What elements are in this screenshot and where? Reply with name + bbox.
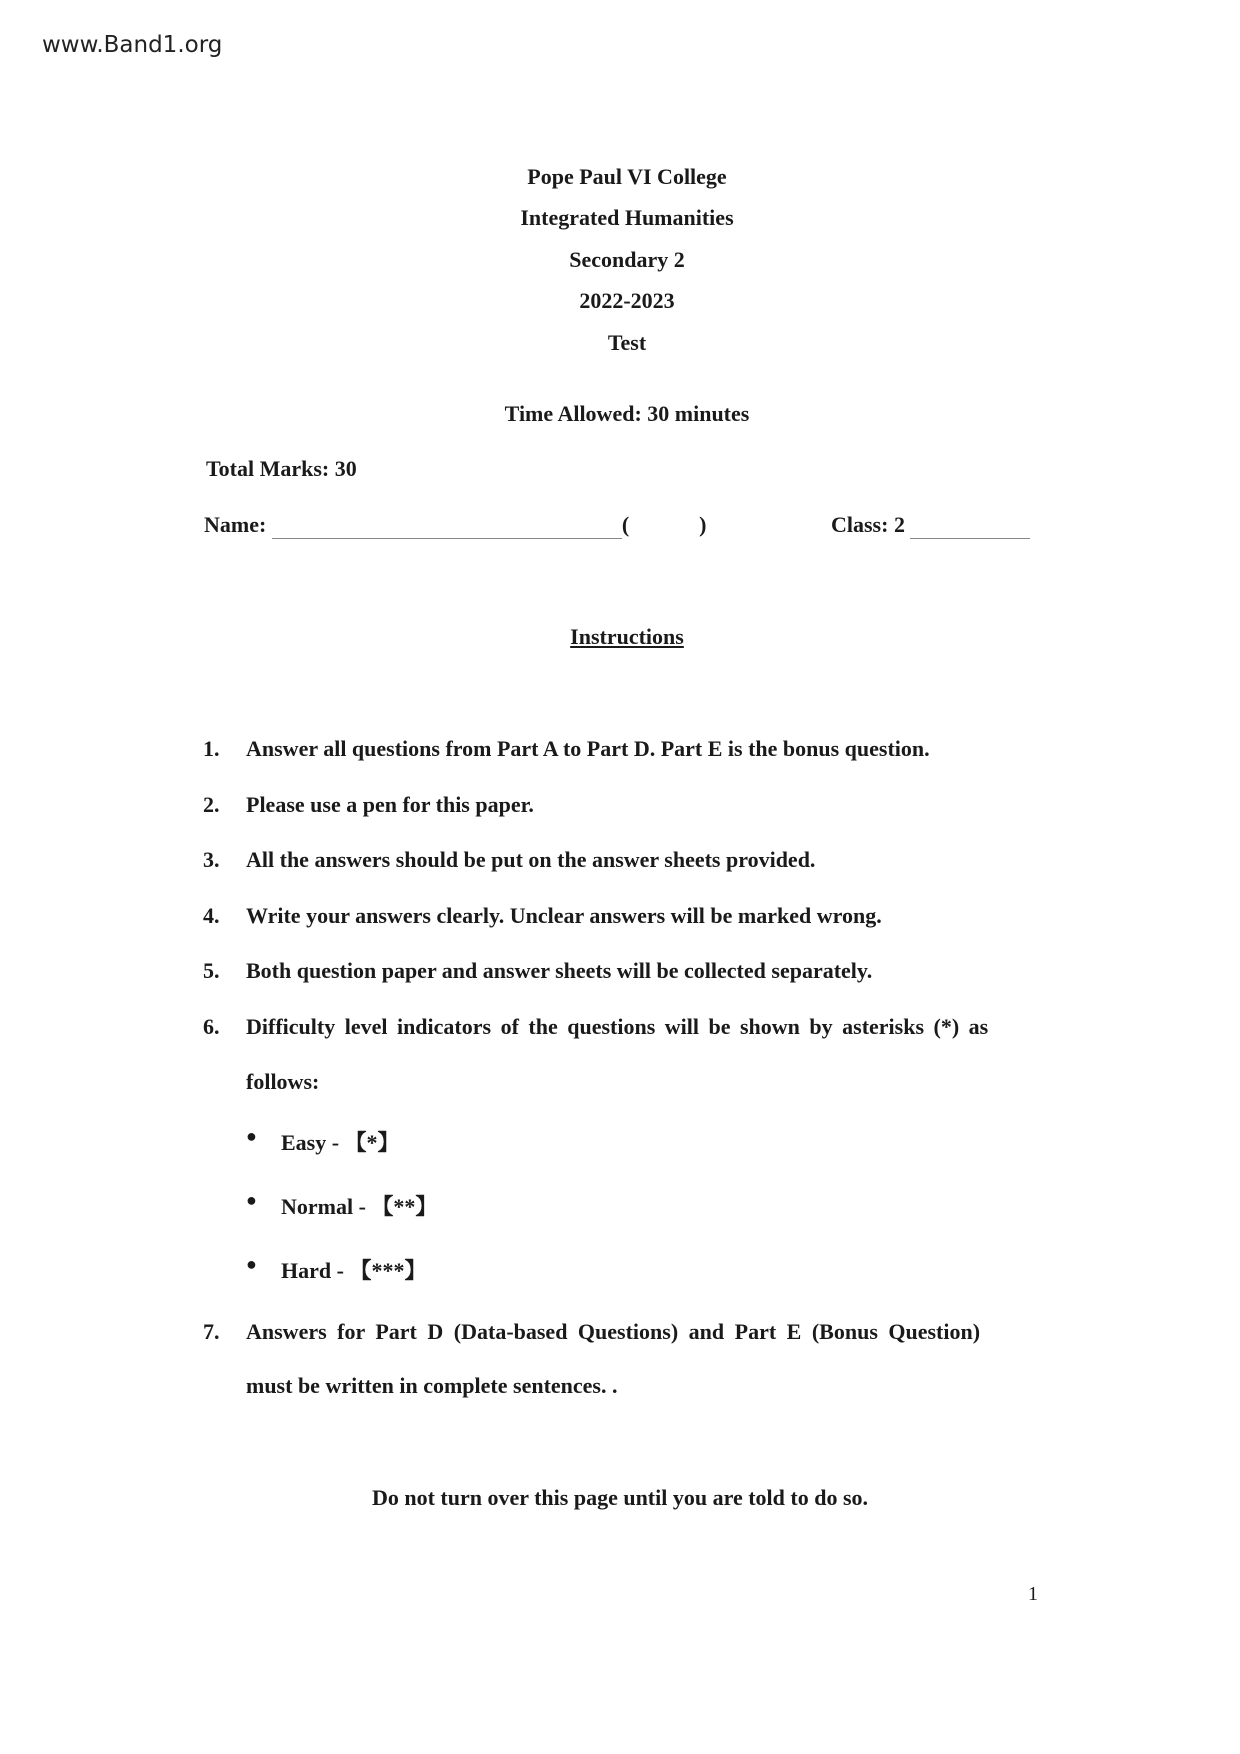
subject: Integrated Humanities: [520, 205, 734, 230]
item-number: 2.: [203, 792, 220, 817]
item-number: 4.: [203, 903, 220, 928]
bullet-icon: ●: [246, 1190, 257, 1210]
item-number: 6.: [203, 1014, 220, 1039]
level: Secondary 2: [569, 247, 685, 272]
level-text: Easy - 【*】: [281, 1130, 400, 1155]
item-text: All the answers should be put on the answer sheets provided.: [246, 847, 816, 872]
item-text: Difficulty level indicators of the questions will be shown by asterisks (*) as: [246, 1014, 989, 1039]
watermark: www.Band1.org: [42, 32, 223, 58]
time-allowed: Time Allowed: 30 minutes: [504, 401, 750, 426]
class-row: [831, 512, 1030, 539]
total-marks: Total Marks: 30: [206, 456, 357, 481]
item-text: Answers for Part D (Data-based Questions) and Part E (Bonus Question): [246, 1319, 981, 1344]
item-text: Write your answers clearly. Unclear answers will be marked wrong.: [246, 903, 882, 928]
test-type: Test: [607, 330, 647, 355]
class-field[interactable]: [910, 512, 1030, 539]
level-text: Normal - 【**】: [281, 1194, 438, 1219]
class-number-close: ): [699, 512, 707, 537]
name-row: [204, 512, 706, 539]
school-name: Pope Paul VI College: [527, 164, 727, 189]
bullet-icon: ●: [246, 1254, 257, 1274]
instructions-title: Instructions: [570, 624, 684, 649]
item-number: 3.: [203, 847, 220, 872]
item-number: 7.: [203, 1319, 220, 1344]
item-text: Answer all questions from Part A to Part D. Part E is the bonus question.: [246, 736, 930, 761]
bullet-icon: ●: [246, 1126, 257, 1146]
item-text-cont: must be written in complete sentences. .: [246, 1373, 618, 1398]
item-number: 5.: [203, 958, 220, 983]
item-text: Both question paper and answer sheets will be collected separately.: [246, 958, 873, 983]
class-number-open: (: [621, 512, 630, 537]
name-label: Name:: [204, 512, 267, 537]
level-text: Hard - 【***】: [281, 1258, 427, 1283]
item-number: 1.: [203, 736, 220, 761]
year: 2022-2023: [579, 288, 675, 313]
name-field[interactable]: [272, 512, 622, 539]
class-label: Class: 2: [831, 512, 905, 537]
page-number: 1: [1028, 1583, 1038, 1605]
footer-notice: Do not turn over this page until you are told to do so.: [371, 1485, 869, 1510]
item-text-cont: follows:: [246, 1069, 320, 1094]
item-text: Please use a pen for this paper.: [246, 792, 534, 817]
